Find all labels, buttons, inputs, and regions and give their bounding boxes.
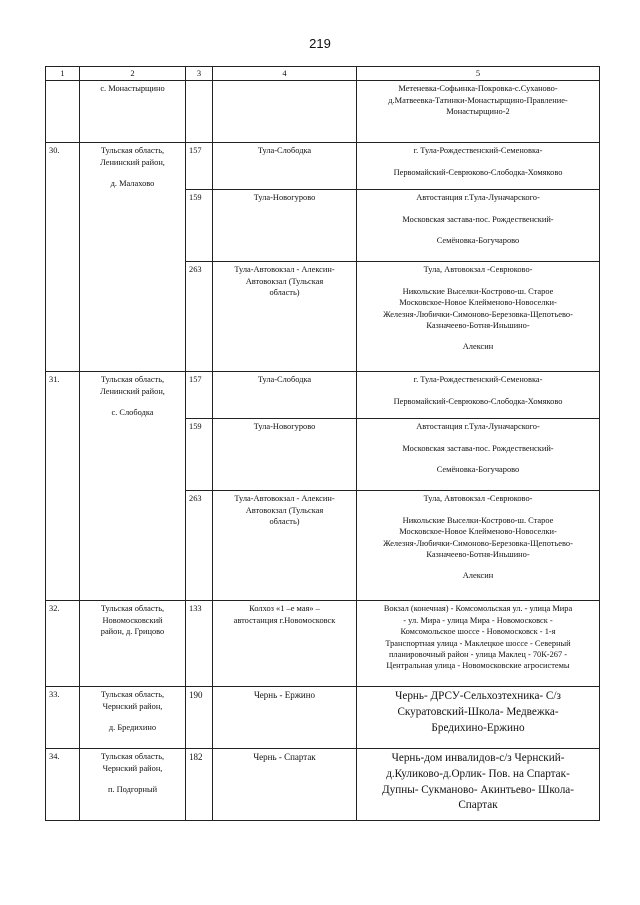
path-line: Тула, Автовокзал -Севрюково- [423,265,533,275]
route-name-cell [213,491,357,601]
name-line: Тула-Слободка [257,146,312,156]
table-row [46,143,600,190]
route-path-cell [357,601,600,687]
locality-line: район, д. Грицово [100,627,165,637]
path-line: Железня-Любички-Симоново-Березовка-Щепотьево- [383,309,573,319]
path-line: Тула, Автовокзал -Севрюково- [423,494,533,504]
locality-line: д. Малахово [110,179,155,189]
route-name-cell [213,687,357,749]
name-line: Колхоз «1 –е мая» – [249,604,320,614]
header-cell: 1 [46,67,80,81]
path-line: Монастырщино-2 [446,107,510,117]
path-line: Первомайский-Севрюково-Слободка-Хомяково [393,396,563,406]
path-line: Алексин [462,342,494,352]
path-line: Чернь-дом инвалидов-с/з Чернский- [391,752,565,765]
route-code-cell: 263 [186,491,213,601]
locality-cell [80,81,186,143]
row-number-cell: 30. [46,143,80,372]
name-line: Тула-Новогурово [253,422,316,432]
row-number-cell: 34. [46,749,80,821]
row-number-cell: 31. [46,372,80,601]
route-code-cell: 159 [186,419,213,491]
path-line: Казначеево-Ботня-Иньшино- [426,549,530,559]
name-line: область) [269,517,300,527]
name-line: Чернь - Ержино [253,690,316,701]
route-path-cell [357,372,600,419]
locality-line: Тульская область, [100,604,165,614]
path-line: - ул. Мира - улица Мира - Новомосковск - [403,615,553,625]
path-line: Никольские Выселки-Кострово-ш. Старое [402,286,554,296]
path-line: д.Матвеевка-Татинки-Монастырщино-Правление- [388,95,568,105]
table-row [46,749,600,821]
path-line: г. Тула-Рождественский-Семеновка- [413,146,543,156]
row-number-cell: 32. [46,601,80,687]
locality-line: с. Слободка [111,408,154,418]
route-code-cell: 263 [186,262,213,372]
locality-line: п. Подгорный [107,785,158,795]
header-cell: 2 [80,67,186,81]
path-line: Комсомольское шоссе - Новомосковск - 1-я [400,627,556,637]
name-line: Тула-Слободка [257,375,312,385]
header-row [46,67,600,81]
locality-line: Тульская область, [100,146,165,156]
route-path-cell [357,491,600,601]
route-name-cell [213,143,357,190]
table-row [46,601,600,687]
route-path-cell [357,190,600,262]
header-cell: 5 [357,67,600,81]
path-line: Транспортная улица - Маклецкое шоссе - Северный [385,638,571,648]
path-line: Автостанция г.Тула-Луначарского- [416,422,540,432]
name-line: автостанция г.Новомосковск [233,615,336,625]
route-code-cell: 159 [186,190,213,262]
path-line: Железня-Любички-Симоново-Березовка-Щепотьево- [383,538,573,548]
locality-line: Ленинский район, [100,157,165,167]
path-line: Семёновка-Богучарово [436,236,520,246]
table-row [46,372,600,419]
path-line: Метеневка-Софьинка-Покровка-с.Суханово- [398,84,558,94]
route-path-cell [357,419,600,491]
locality-cell [80,143,186,372]
routes-table [45,66,600,821]
name-line: область) [269,288,300,298]
route-code-cell [186,81,213,143]
name-line: Чернь - Спартак [253,752,316,763]
row-number-cell: 33. [46,687,80,749]
path-line: Семёновка-Богучарово [436,465,520,475]
row-number-cell [46,81,80,143]
locality-cell [80,601,186,687]
path-line: Московское-Новое Клейменово-Новоселки- [399,298,557,308]
name-line: Тула-Автовокзал - Алексин- [234,265,335,275]
route-name-cell [213,190,357,262]
route-path-cell [357,262,600,372]
locality-cell [80,372,186,601]
path-line: Московская застава-пос. Рождественский- [402,443,554,453]
locality-line: Ленинский район, [100,386,165,396]
name-line: Автовокзал (Тульская [245,276,324,286]
path-line: Алексин [462,571,494,581]
route-path-cell [357,687,600,749]
path-line: Центральная улица - Новомосковские агросистемы [386,661,570,671]
table-row [46,687,600,749]
route-name-cell [213,81,357,143]
path-line: планировочный район - улица Маклец - 70К-267 - [388,649,568,659]
route-name-cell [213,372,357,419]
path-line: Московская застава-пос. Рождественский- [402,214,554,224]
path-line: Скуратовский-Школа- Медвежка- [397,706,559,719]
route-name-cell [213,262,357,372]
route-path-cell [357,81,600,143]
path-line: Вокзал (конечная) - Комсомольская ул. - улица Мира [383,604,573,614]
path-line: Казначеево-Ботня-Иньшино- [426,320,530,330]
path-line: Автостанция г.Тула-Луначарского- [416,193,540,203]
path-line: Бредихино-Ержино [431,721,525,734]
locality-line: Тульская область, [100,375,165,385]
path-line: Чернь- ДРСУ-Сельхозтехника- С/з [395,690,561,703]
route-code-cell: 182 [186,749,213,821]
route-name-cell [213,601,357,687]
path-line: Московское-Новое Клейменово-Новоселки- [399,527,557,537]
header-cell: 3 [186,67,213,81]
path-line: г. Тула-Рождественский-Семеновка- [413,375,543,385]
route-path-cell [357,143,600,190]
path-line: д.Куликово-д.Орлик- Пов. на Спартак- [386,768,570,781]
name-line: Тула-Новогурово [253,193,316,203]
locality-line: Чернский район, [102,701,163,711]
route-code-cell: 190 [186,687,213,749]
route-code-cell: 157 [186,143,213,190]
locality-line: Новомосковский [102,615,163,625]
header-cell: 4 [213,67,357,81]
locality-line: Чернский район, [102,763,163,773]
path-line: Спартак [458,799,498,812]
route-code-cell: 133 [186,601,213,687]
path-line: Первомайский-Севрюково-Слободка-Хомяково [393,167,563,177]
path-line: Дупны- Сукманово- Акинтьево- Школа- [382,783,574,796]
locality-cell [80,749,186,821]
route-code-cell: 157 [186,372,213,419]
path-line: Никольские Выселки-Кострово-ш. Старое [402,515,554,525]
route-name-cell [213,749,357,821]
route-name-cell [213,419,357,491]
locality-line: д. Бредихино [108,723,157,733]
route-path-cell [357,749,600,821]
table-row [46,81,600,143]
locality-line: Тульская область, [100,752,165,762]
locality-line: Тульская область, [100,690,165,700]
locality-line: с. Монастырщино [100,84,165,94]
name-line: Автовокзал (Тульская [245,505,324,515]
locality-cell [80,687,186,749]
name-line: Тула-Автовокзал - Алексин- [234,494,335,504]
page-number: 219 [309,36,331,51]
